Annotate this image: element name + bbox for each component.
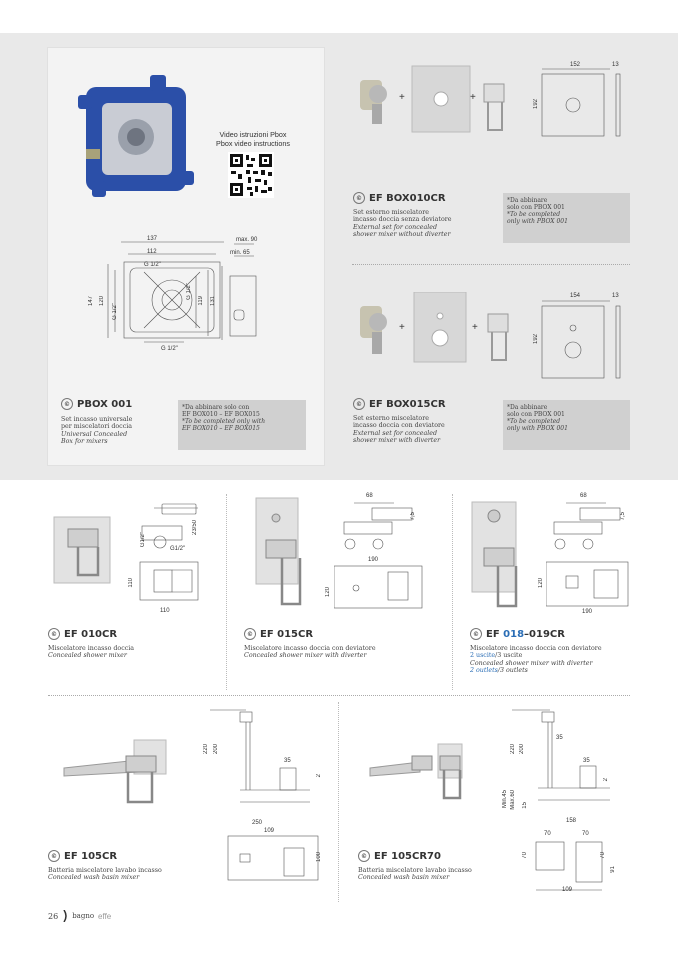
ef010-desc-it: Miscelatore incasso doccia (48, 645, 135, 652)
ef105cr70-dim-e: 2 (603, 778, 609, 782)
ef010-dim-c: 23/50 (192, 520, 198, 536)
box015-note (503, 400, 630, 450)
ef105cr70-image (368, 742, 466, 806)
svg-text:+: + (472, 322, 478, 333)
ef105cr70-dim-j: 70 (544, 831, 551, 837)
svg-text:+: + (399, 92, 405, 103)
pbox-note-en-2: EF BOX010 – EF BOX015 (182, 425, 260, 432)
box010-dim-t: 13 (612, 62, 619, 68)
dim-120: 120 (99, 296, 105, 307)
ef105-desc-it: Batteria miscelatore lavabo incasso (48, 867, 162, 874)
pbox-desc-it-1: Set incasso universale (61, 416, 133, 423)
ef105cr70-code: EF 105CR70 (374, 850, 441, 862)
brand-name: bagno (72, 912, 95, 920)
ef010-dim-a: G1/2" (140, 532, 146, 548)
box015-note-en-2: only with PBOX 001 (507, 425, 568, 432)
dim-max90: max. 90 (236, 237, 258, 243)
box010-images (352, 64, 522, 134)
ef105cr70-dim-l: 70 (522, 852, 528, 859)
ef010-dim-e: 110 (160, 608, 170, 614)
pbox-note (178, 400, 306, 450)
box010-note-it-2: solo con PBOX 001 (507, 204, 565, 211)
logo-icon (62, 910, 68, 922)
box010-desc-it-1: Set esterno miscelatore (353, 209, 429, 216)
dim-112: 112 (147, 249, 157, 255)
copyright-icon: © (470, 628, 482, 640)
box015-dim-h: 192 (533, 334, 539, 345)
box010-note-it-1: *Da abbinare (507, 197, 548, 204)
ef015-dim-c: 190 (368, 557, 379, 563)
ef105cr70-dim-o: 70 (600, 852, 606, 859)
ef018-code-blue: 018 (503, 628, 525, 640)
ef018-dim-c: 120 (538, 578, 544, 589)
box015-drawing (540, 298, 630, 380)
copyright-icon: © (358, 850, 370, 862)
divider (352, 264, 630, 265)
pbox-desc-en-1: Universal Concealed (61, 430, 128, 438)
dim-g3: G 1/2" (186, 283, 192, 300)
ef015-dim-a: 68 (366, 493, 373, 499)
pbox-note-en-1: *To be completed only with (182, 418, 266, 425)
ef105-image (62, 738, 172, 810)
ef018-code-prefix: EF (486, 628, 504, 640)
box015-dim-w: 154 (570, 293, 581, 299)
box015-desc-en-2: shower mixer with diverter (353, 437, 441, 445)
box015-note-it-2: solo con PBOX 001 (507, 411, 565, 418)
ef105cr70-dim-m: 91 (610, 866, 616, 873)
ef105-dim-a: 220 (203, 744, 209, 755)
divider (226, 494, 227, 690)
svg-text:+: + (399, 322, 405, 333)
box010-dim-h: 192 (533, 99, 539, 110)
ef015-code-row (244, 628, 313, 640)
dim-119: 119 (198, 296, 204, 306)
ef105cr70-dim-d: 35 (583, 758, 590, 764)
ef105cr70-dim-b: 200 (519, 744, 525, 755)
ef105-dim-e: 250 (252, 820, 263, 826)
page-number: 26 (48, 911, 59, 921)
dim-g2: G 1/2" (112, 303, 118, 320)
ef015-desc-it: Miscelatore incasso doccia con deviatore (244, 645, 376, 652)
ef105-code: EF 105CR (64, 850, 118, 862)
ef015-desc-en: Concealed shower mixer with diverter (244, 652, 367, 660)
ef105cr70-dim-f: Min.45 (502, 790, 508, 809)
ef018-desc-it2-rest: /3 uscite (495, 652, 523, 660)
ef105cr70-dim-a: 220 (510, 744, 516, 755)
ef105-dim-f: 109 (264, 828, 275, 834)
ef105cr70-dim-c: 35 (556, 735, 563, 741)
ef018-code-suffix: –019CR (524, 628, 565, 640)
ef105-desc-en: Concealed wash basin mixer (48, 874, 140, 882)
box015-desc-it-1: Set esterno miscelatore (353, 415, 429, 422)
box015-desc-it-2: incasso doccia con deviatore (353, 422, 445, 430)
video-title-en: Pbox video instructions (216, 139, 290, 148)
ef010-code-row (48, 628, 117, 640)
box010-note (503, 193, 630, 243)
dim-131: 131 (210, 296, 216, 307)
box010-desc-it-2: incasso doccia senza deviatore (353, 216, 452, 224)
box015-desc-en-1: External set for concealed (353, 429, 438, 437)
pbox-image (78, 75, 203, 205)
dim-g4: G 1/2" (161, 346, 178, 352)
video-title-it: Video istruzioni Pbox (219, 130, 287, 139)
ef010-dim-b: G1/2" (170, 546, 186, 552)
ef018-desc-en2-blue: 2 outlets (470, 667, 498, 675)
box010-note-en-2: only with PBOX 001 (507, 218, 568, 225)
dim-g1: G 1/2" (144, 262, 161, 268)
copyright-icon: © (48, 628, 60, 640)
ef015-image (252, 496, 318, 608)
ef105cr70-dim-i: 158 (566, 818, 577, 824)
dim-137: 137 (147, 236, 158, 242)
ef018-image (468, 500, 532, 612)
ef105-dim-c: 35 (284, 758, 291, 764)
ef010-desc-en: Concealed shower mixer (48, 652, 127, 660)
copyright-icon: © (48, 850, 60, 862)
ef105cr70-dim-g: Max.60 (510, 790, 516, 810)
divider (48, 695, 630, 696)
copyright-icon: © (61, 398, 73, 410)
box015-note-en-1: *To be completed (507, 418, 561, 425)
ef105cr70-desc-it: Batteria miscelatore lavabo incasso (358, 867, 472, 874)
ef105-code-row (48, 850, 117, 862)
ef018-desc-it: Miscelatore incasso doccia con deviatore (470, 645, 602, 652)
box010-desc-en-1: External set for concealed (353, 223, 438, 231)
copyright-icon: © (244, 628, 256, 640)
ef018-dim-b: 7,5 (620, 512, 626, 521)
box015-dim-t: 13 (612, 293, 619, 299)
pbox-desc-it-2: per miscelatori doccia (61, 423, 132, 431)
ef010-drawing (136, 502, 210, 612)
ef105cr70-code-row (358, 850, 441, 862)
box015-images (352, 292, 522, 364)
box015-note-it-1: *Da abbinare (507, 404, 548, 411)
ef105-dim-g: 100 (316, 852, 322, 863)
box010-code-row (353, 192, 446, 204)
copyright-icon: © (353, 192, 365, 204)
box010-desc-en-2: shower mixer without diverter (353, 231, 451, 239)
pbox-desc-en-2: Box for mixers (61, 438, 108, 446)
ef105-dim-b: 200 (213, 744, 219, 755)
ef105cr70-dim-k: 70 (582, 831, 589, 837)
copyright-icon: © (353, 398, 365, 410)
ef018-desc-en: Concealed shower mixer with diverter (470, 659, 593, 667)
pbox-note-it-2: EF BOX010 – EF BOX015 (182, 411, 260, 418)
pbox-code: PBOX 001 (77, 398, 133, 410)
pbox-drawing (84, 232, 284, 360)
qr-code[interactable] (228, 152, 274, 198)
ef018-dim-d: 190 (582, 609, 593, 615)
box015-code: EF BOX015CR (369, 398, 446, 410)
box010-dim-w: 152 (570, 62, 581, 68)
ef018-desc-it2-blue: 2 uscite (470, 652, 496, 660)
ef010-dim-d: 110 (128, 578, 134, 588)
dim-147: 147 (88, 296, 94, 307)
ef105cr70-dim-h: 15 (522, 802, 528, 809)
box010-code: EF BOX010CR (369, 192, 446, 204)
ef018-code-row (470, 628, 565, 640)
svg-text:+: + (470, 92, 476, 103)
ef105-dim-d: 2 (316, 774, 322, 778)
box010-note-en-1: *To be completed (507, 211, 561, 218)
ef105cr70-desc-en: Concealed wash basin mixer (358, 874, 450, 882)
ef010-code: EF 010CR (64, 628, 118, 640)
ef105cr70-dim-n: 109 (562, 887, 573, 893)
ef015-code: EF 015CR (260, 628, 314, 640)
page-footer (48, 910, 111, 922)
divider (452, 494, 453, 690)
dim-min65: min. 65 (230, 250, 250, 256)
ef015-dim-b: 7,5 (410, 512, 416, 521)
ef018-desc-en2-rest: /3 outlets (497, 667, 528, 675)
box015-code-row (353, 398, 446, 410)
box010-drawing (540, 66, 630, 138)
brand-name-2: effe (98, 911, 112, 921)
ef105-drawing (210, 708, 330, 894)
ef018-dim-a: 68 (580, 493, 587, 499)
ef015-dim-d: 120 (325, 587, 331, 598)
divider (338, 702, 339, 902)
pbox-note-it-1: *Da abbinare solo con (182, 404, 250, 411)
pbox-code-row (61, 398, 132, 410)
ef010-image (52, 515, 116, 595)
